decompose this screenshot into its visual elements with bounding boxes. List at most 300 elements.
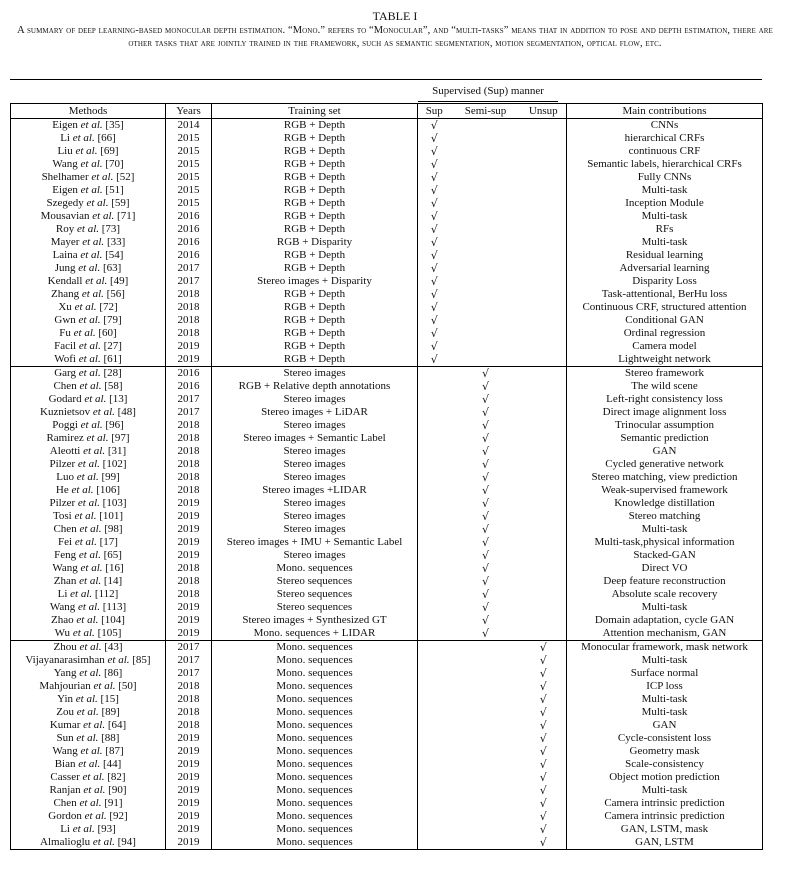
training-set-cell: RGB + Depth (212, 210, 418, 223)
reference: [54] (105, 249, 124, 261)
main-contribution-cell: Continuous CRF, structured attention (567, 301, 763, 314)
method-cell (11, 810, 166, 823)
method-cell (11, 719, 166, 732)
table-row (11, 497, 763, 510)
reference: [28] (103, 367, 122, 379)
unsup-cell (521, 484, 567, 497)
reference: [91] (104, 797, 123, 809)
year-cell: 2017 (166, 393, 212, 406)
unsup-cell (521, 340, 567, 353)
author: Chen (53, 380, 77, 392)
reference: [102] (102, 458, 127, 470)
main-contribution-cell: GAN, LSTM, mask (567, 823, 763, 836)
reference: [43] (104, 641, 123, 653)
training-set-cell: Stereo sequences (212, 588, 418, 601)
et-al: et al. (79, 641, 102, 653)
training-set-cell: Mono. sequences (212, 667, 418, 680)
et-al: et al. (82, 771, 105, 783)
reference: [48] (117, 406, 136, 418)
author: Liu (57, 145, 73, 157)
method-cell (11, 667, 166, 680)
et-al: et al. (85, 275, 108, 287)
table-row (11, 262, 763, 275)
training-set-cell: RGB + Depth (212, 288, 418, 301)
et-al: et al. (76, 614, 99, 626)
author: Xu (58, 301, 72, 313)
year-cell: 2015 (166, 145, 212, 158)
reference: [113] (102, 601, 127, 613)
method-cell (11, 484, 166, 497)
main-contribution-cell: Multi-task (567, 523, 763, 536)
author: Mousavian (40, 210, 90, 222)
reference: [44] (102, 758, 122, 770)
table-row (11, 706, 763, 719)
semi-sup-cell (451, 706, 521, 719)
table-row (11, 562, 763, 575)
training-set-cell: Mono. sequences (212, 771, 418, 784)
et-al: et al. (75, 145, 98, 157)
reference: [71] (117, 210, 136, 222)
author: Ranjan (49, 784, 81, 796)
main-contribution-cell: Lightweight network (567, 353, 763, 367)
sup-cell (418, 380, 451, 393)
table-row (11, 393, 763, 406)
year-cell: 2018 (166, 588, 212, 601)
semi-sup-cell (451, 758, 521, 771)
semi-sup-cell (451, 210, 521, 223)
year-cell: 2015 (166, 171, 212, 184)
table-row (11, 249, 763, 262)
reference: [58] (104, 380, 123, 392)
reference: [59] (111, 197, 130, 209)
table-row (11, 367, 763, 381)
training-set-cell: Stereo sequences (212, 575, 418, 588)
reference: [52] (116, 171, 135, 183)
sup-cell: √ (430, 249, 438, 262)
reference: [60] (98, 327, 117, 339)
semi-sup-cell (451, 797, 521, 810)
method-cell (11, 197, 166, 210)
reference: [82] (107, 771, 126, 783)
reference: [63] (102, 262, 122, 274)
main-contribution-cell: Attention mechanism, GAN (567, 627, 763, 641)
summary-table (10, 103, 763, 850)
method-cell (11, 301, 166, 314)
unsup-cell (521, 197, 567, 210)
unsup-cell (521, 458, 567, 471)
semi-sup-cell: √ (481, 549, 489, 562)
unsup-cell: √ (521, 732, 567, 745)
author: Laina (52, 249, 78, 261)
year-cell: 2015 (166, 197, 212, 210)
year-cell: 2018 (166, 719, 212, 732)
sup-cell (418, 836, 451, 850)
sup-cell: √ (430, 236, 438, 249)
semi-sup-cell (451, 275, 521, 288)
sup-cell (418, 601, 451, 614)
year-cell: 2019 (166, 732, 212, 745)
method-cell (11, 641, 166, 655)
sup-cell (418, 732, 451, 745)
sup-cell: √ (430, 340, 438, 353)
et-al: et al. (79, 797, 102, 809)
training-set-cell: Mono. sequences (212, 732, 418, 745)
et-al: et al. (92, 406, 115, 418)
semi-sup-cell (451, 771, 521, 784)
training-set-cell: Mono. sequences (212, 758, 418, 771)
supervised-group-header (10, 80, 762, 103)
method-cell (11, 393, 166, 406)
table-row (11, 732, 763, 745)
year-cell: 2017 (166, 275, 212, 288)
method-cell (11, 614, 166, 627)
main-contribution-cell: Surface normal (567, 667, 763, 680)
sup-cell (418, 575, 451, 588)
method-cell (11, 210, 166, 223)
table-row (11, 197, 763, 210)
main-contribution-cell: Cycle-consistent loss (567, 732, 763, 745)
training-set-cell: RGB + Depth (212, 145, 418, 158)
training-set-cell: Stereo images +LIDAR (212, 484, 418, 497)
semi-sup-cell (451, 262, 521, 275)
training-set-cell: RGB + Depth (212, 353, 418, 367)
unsup-cell: √ (521, 693, 567, 706)
semi-sup-cell: √ (481, 497, 489, 510)
author: Zhan (53, 575, 77, 587)
semi-sup-cell (451, 197, 521, 210)
table-row (11, 627, 763, 641)
semi-sup-cell: √ (451, 367, 521, 381)
sup-cell (418, 367, 451, 381)
method-cell (11, 458, 166, 471)
main-contribution-cell: Camera intrinsic prediction (567, 810, 763, 823)
semi-sup-cell (451, 236, 521, 249)
sup-cell (418, 641, 451, 655)
table-row (11, 171, 763, 184)
sup-cell (418, 419, 451, 432)
et-al: et al. (76, 732, 99, 744)
reference: [61] (103, 353, 122, 365)
method-cell (11, 314, 166, 327)
table-row (11, 327, 763, 340)
table-row (11, 810, 763, 823)
main-contribution-cell: Adversarial learning (567, 262, 763, 275)
sup-cell (418, 706, 451, 719)
semi-sup-cell: √ (481, 627, 489, 640)
reference: [14] (103, 575, 123, 587)
table-row (11, 575, 763, 588)
unsup-cell (521, 236, 567, 249)
unsup-cell (521, 249, 567, 262)
table-row (11, 771, 763, 784)
table-row (11, 288, 763, 301)
author: Shelhamer (41, 171, 89, 183)
reference: [105] (97, 627, 122, 639)
method-cell (11, 706, 166, 719)
author: Roy (55, 223, 75, 235)
sup-cell: √ (430, 223, 438, 236)
unsup-cell (521, 184, 567, 197)
header-years: Years (166, 104, 212, 119)
unsup-cell (521, 497, 567, 510)
table-row (11, 719, 763, 732)
semi-sup-cell: √ (481, 471, 489, 484)
year-cell: 2017 (166, 262, 212, 275)
reference: [96] (105, 419, 124, 431)
semi-sup-cell (451, 327, 521, 340)
author: Tosi (52, 510, 72, 522)
training-set-cell: Mono. sequences (212, 810, 418, 823)
main-contribution-cell: Inception Module (567, 197, 763, 210)
sup-cell (418, 445, 451, 458)
et-al: et al. (80, 158, 103, 170)
reference: [66] (97, 132, 116, 144)
et-al: et al. (78, 353, 101, 365)
author: Zhou (53, 641, 77, 653)
et-al: et al. (80, 184, 103, 196)
method-cell (11, 380, 166, 393)
cmidrule (418, 101, 558, 102)
year-cell: 2019 (166, 510, 212, 523)
reference: [65] (103, 549, 122, 561)
sup-cell: √ (430, 158, 438, 171)
sup-cell: √ (430, 262, 438, 275)
reference: [16] (105, 562, 124, 574)
method-cell (11, 353, 166, 367)
et-al: et al. (92, 836, 115, 848)
table-row (11, 510, 763, 523)
training-set-cell: RGB + Depth (212, 262, 418, 275)
sup-cell (418, 562, 451, 575)
training-set-cell: Stereo images (212, 419, 418, 432)
author: Vijayanarasimhan (25, 654, 105, 666)
method-cell (11, 654, 166, 667)
unsup-cell (521, 445, 567, 458)
training-set-cell: RGB + Depth (212, 301, 418, 314)
year-cell: 2019 (166, 836, 212, 850)
et-al: et al. (74, 301, 97, 313)
main-contribution-cell: Monocular framework, mask network (567, 641, 763, 655)
semi-sup-cell (451, 823, 521, 836)
et-al: et al. (80, 249, 103, 261)
semi-sup-cell: √ (481, 393, 489, 406)
training-set-cell: Mono. sequences (212, 836, 418, 850)
reference: [17] (99, 536, 118, 548)
method-cell (11, 510, 166, 523)
method-cell (11, 588, 166, 601)
training-set-cell: RGB + Relative depth annotations (212, 380, 418, 393)
et-al: et al. (80, 119, 103, 131)
author: Zhang (51, 288, 80, 300)
unsup-cell: √ (521, 719, 567, 732)
method-cell (11, 158, 166, 171)
et-al: et al. (91, 171, 114, 183)
author: Chen (53, 797, 77, 809)
et-al: et al. (78, 367, 101, 379)
main-contribution-cell: Disparity Loss (567, 275, 763, 288)
reference: [35] (105, 119, 124, 131)
author: Ramirez (46, 432, 84, 444)
main-contribution-cell: Fully CNNs (567, 171, 763, 184)
training-set-cell: RGB + Depth (212, 249, 418, 262)
unsup-cell (521, 210, 567, 223)
author: Kumar (49, 719, 81, 731)
reference: [31] (107, 445, 127, 457)
training-set-cell: Stereo sequences (212, 601, 418, 614)
year-cell: 2016 (166, 223, 212, 236)
reference: [33] (106, 236, 126, 248)
semi-sup-cell (451, 301, 521, 314)
reference: [51] (105, 184, 124, 196)
main-contribution-cell: Direct image alignment loss (567, 406, 763, 419)
et-al: et al. (82, 236, 105, 248)
sup-cell (418, 745, 451, 758)
semi-sup-cell (451, 667, 521, 680)
table-body (11, 119, 763, 850)
training-set-cell: Stereo images + Disparity (212, 275, 418, 288)
unsup-cell (521, 523, 567, 536)
semi-sup-cell: √ (481, 510, 489, 523)
year-cell: 2018 (166, 432, 212, 445)
main-contribution-cell: GAN (567, 719, 763, 732)
main-contribution-cell: Direct VO (567, 562, 763, 575)
year-cell: 2019 (166, 771, 212, 784)
training-set-cell: Stereo images (212, 549, 418, 562)
unsup-cell (521, 471, 567, 484)
training-set-cell: Mono. sequences (212, 797, 418, 810)
year-cell: 2015 (166, 158, 212, 171)
table-row (11, 836, 763, 850)
et-al: et al. (77, 223, 99, 235)
method-cell (11, 419, 166, 432)
method-cell (11, 536, 166, 549)
training-set-cell: RGB + Depth (212, 327, 418, 340)
author: Li (60, 132, 70, 144)
semi-sup-cell: √ (481, 601, 489, 614)
author: Yin (57, 693, 74, 705)
unsup-cell (521, 601, 567, 614)
table-row (11, 484, 763, 497)
main-contribution-cell: The wild scene (567, 380, 763, 393)
main-contribution-cell: Stereo framework (567, 367, 763, 381)
main-contribution-cell: Scale-consistency (567, 758, 763, 771)
sup-cell: √ (430, 210, 438, 223)
sup-cell (418, 654, 451, 667)
et-al: et al. (72, 823, 95, 835)
unsup-cell (521, 380, 567, 393)
year-cell: 2018 (166, 301, 212, 314)
main-contribution-cell: Left-right consistency loss (567, 393, 763, 406)
et-al: et al. (80, 745, 103, 757)
et-al: et al. (77, 497, 100, 509)
sup-cell (418, 614, 451, 627)
reference: [101] (99, 510, 124, 522)
training-set-cell: Stereo images + Synthesized GT (212, 614, 418, 627)
method-cell (11, 132, 166, 145)
training-set-cell: Mono. sequences (212, 745, 418, 758)
year-cell: 2019 (166, 523, 212, 536)
main-contribution-cell: Trinocular assumption (567, 419, 763, 432)
year-cell: 2016 (166, 367, 212, 381)
unsup-cell: √ (521, 758, 567, 771)
table-row (11, 601, 763, 614)
year-cell: 2018 (166, 471, 212, 484)
training-set-cell: RGB + Depth (212, 184, 418, 197)
year-cell: 2017 (166, 667, 212, 680)
et-al: et al. (84, 393, 107, 405)
training-set-cell: Mono. sequences (212, 680, 418, 693)
semi-sup-cell: √ (481, 484, 489, 497)
main-contribution-cell: Task-attentional, BerHu loss (567, 288, 763, 301)
et-al: et al. (78, 758, 101, 770)
main-contribution-cell: ICP loss (567, 680, 763, 693)
sup-cell (418, 758, 451, 771)
sup-cell (418, 393, 451, 406)
year-cell: 2015 (166, 132, 212, 145)
reference: [93] (97, 823, 116, 835)
year-cell: 2015 (166, 184, 212, 197)
year-cell: 2018 (166, 419, 212, 432)
unsup-cell: √ (521, 745, 567, 758)
table-row (11, 145, 763, 158)
method-cell (11, 145, 166, 158)
semi-sup-cell (451, 810, 521, 823)
table-row (11, 340, 763, 353)
main-contribution-cell: Multi-task (567, 601, 763, 614)
reference: [50] (118, 680, 137, 692)
year-cell: 2018 (166, 288, 212, 301)
reference: [94] (117, 836, 136, 848)
sup-cell (418, 471, 451, 484)
semi-sup-cell: √ (481, 458, 489, 471)
year-cell: 2019 (166, 353, 212, 367)
year-cell: 2017 (166, 406, 212, 419)
et-al: et al. (92, 210, 115, 222)
training-set-cell: RGB + Depth (212, 119, 418, 133)
sup-cell: √ (430, 197, 438, 210)
author: Pilzer (49, 458, 76, 470)
year-cell: 2016 (166, 236, 212, 249)
et-al: et al. (76, 706, 99, 718)
table-row (11, 797, 763, 810)
training-set-cell: Stereo images (212, 523, 418, 536)
semi-sup-cell: √ (481, 445, 489, 458)
main-contribution-cell: Multi-task (567, 654, 763, 667)
method-cell (11, 601, 166, 614)
semi-sup-cell (451, 171, 521, 184)
semi-sup-cell (451, 158, 521, 171)
main-contribution-cell: Camera intrinsic prediction (567, 797, 763, 810)
sup-cell (418, 823, 451, 836)
table-row (11, 132, 763, 145)
unsup-cell (521, 406, 567, 419)
author: Pilzer (49, 497, 76, 509)
sup-cell (418, 784, 451, 797)
main-contribution-cell: Camera model (567, 340, 763, 353)
training-set-cell: RGB + Disparity (212, 236, 418, 249)
method-cell (11, 275, 166, 288)
et-al: et al. (79, 523, 102, 535)
table-title: TABLE I (372, 9, 418, 23)
main-contribution-cell: Semantic labels, hierarchical CRFs (567, 158, 763, 171)
main-contribution-cell: Deep feature reconstruction (567, 575, 763, 588)
header-row (11, 104, 763, 119)
sup-cell (418, 627, 451, 641)
reference: [72] (99, 301, 118, 313)
sup-cell: √ (430, 171, 438, 184)
unsup-cell: √ (521, 667, 567, 680)
table-row (11, 236, 763, 249)
